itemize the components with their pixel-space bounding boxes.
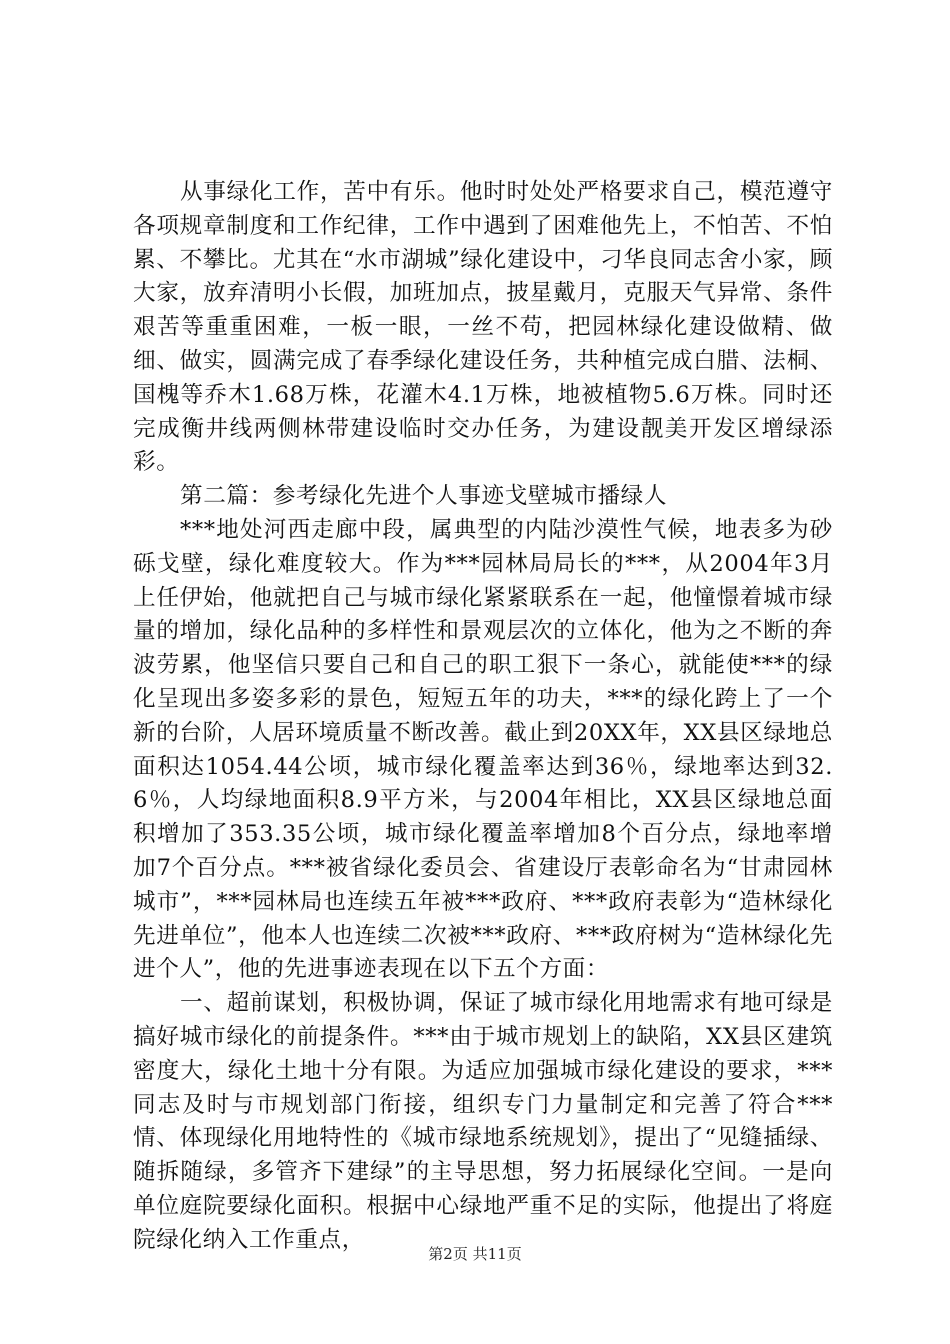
body-paragraph-3: 一、超前谋划，积极协调，保证了城市绿化用地需求有地可绿是搞好城市绿化的前提条件。***由于城市规划上的缺陷，XX县区建筑密度大，绿化土地十分有限。为适应加强城市绿化建设的要求，***同志及时与市规划部门衔接，组织专门力量制定和完善了符合***情、体现绿化用地特性的《城市绿地系统规划》，提出了“见缝插绿、随拆随绿，多管齐下建绿”的主导思想，努力拓展绿化空间。一是向单位庭院要绿化面积。根据中心绿地严重不足的实际，他提出了将庭院绿化纳入工作重点， — [133, 990, 833, 1253]
section-heading: 第二篇：参考绿化先进个人事迹戈壁城市播绿人 — [180, 483, 668, 510]
document-body — [133, 176, 833, 1258]
body-paragraph-2: ***地处河西走廊中段，属典型的内陆沙漠性气候，地表多为砂砾戈壁，绿化难度较大。作为***园林局局长的***，从2004年3月上任伊始，他就把自己与城市绿化紧紧联系在一起，他憧憬着城市绿量的增加，绿化品种的多样性和景观层次的立体化，他为之不断的奔波劳累，他坚信只要自己和自己的职工狠下一条心，就能使***的绿化呈现出多姿多彩的景色，短短五年的功夫，***的绿化跨上了一个新的台阶，人居环境质量不断改善。截止到20XX年，XX县区绿地总面积达1054.44公顷，城市绿化覆盖率达到36％，绿地率达到32.6％，人均绿地面积8.9平方米，与2004年相比，XX县区绿地总面积增加了353.35公顷，城市绿化覆盖率增加8个百分点，绿地率增加7个百分点。***被省绿化委员会、省建设厅表彰命名为“甘肃园林城市”，***园林局也连续五年被***政府、***政府表彰为“造林绿化先进单位”，他本人也连续二次被***政府、***政府树为“造林绿化先进个人”，他的先进事迹表现在以下五个方面： — [133, 516, 833, 983]
page-footer: 第2页 共11页 — [428, 1245, 522, 1263]
body-paragraph-1: 从事绿化工作，苦中有乐。他时时处处严格要求自己，模范遵守各项规章制度和工作纪律，工作中遇到了困难他先上，不怕苦、不怕累、不攀比。尤其在“水市湖城”绿化建设中，刁华良同志舍小家，顾大家，放弃清明小长假，加班加点，披星戴月，克服天气异常、条件艰苦等重重困难，一板一眼，一丝不苟，把园林绿化建设做精、做细、做实，圆满完成了春季绿化建设任务，共种植完成白腊、法桐、国槐等乔木1.68万株，花灌木4.1万株，地被植物5.6万株。同时还完成衡井线两侧林带建设临时交办任务，为建设靓美开发区增绿添彩。 — [133, 179, 833, 476]
